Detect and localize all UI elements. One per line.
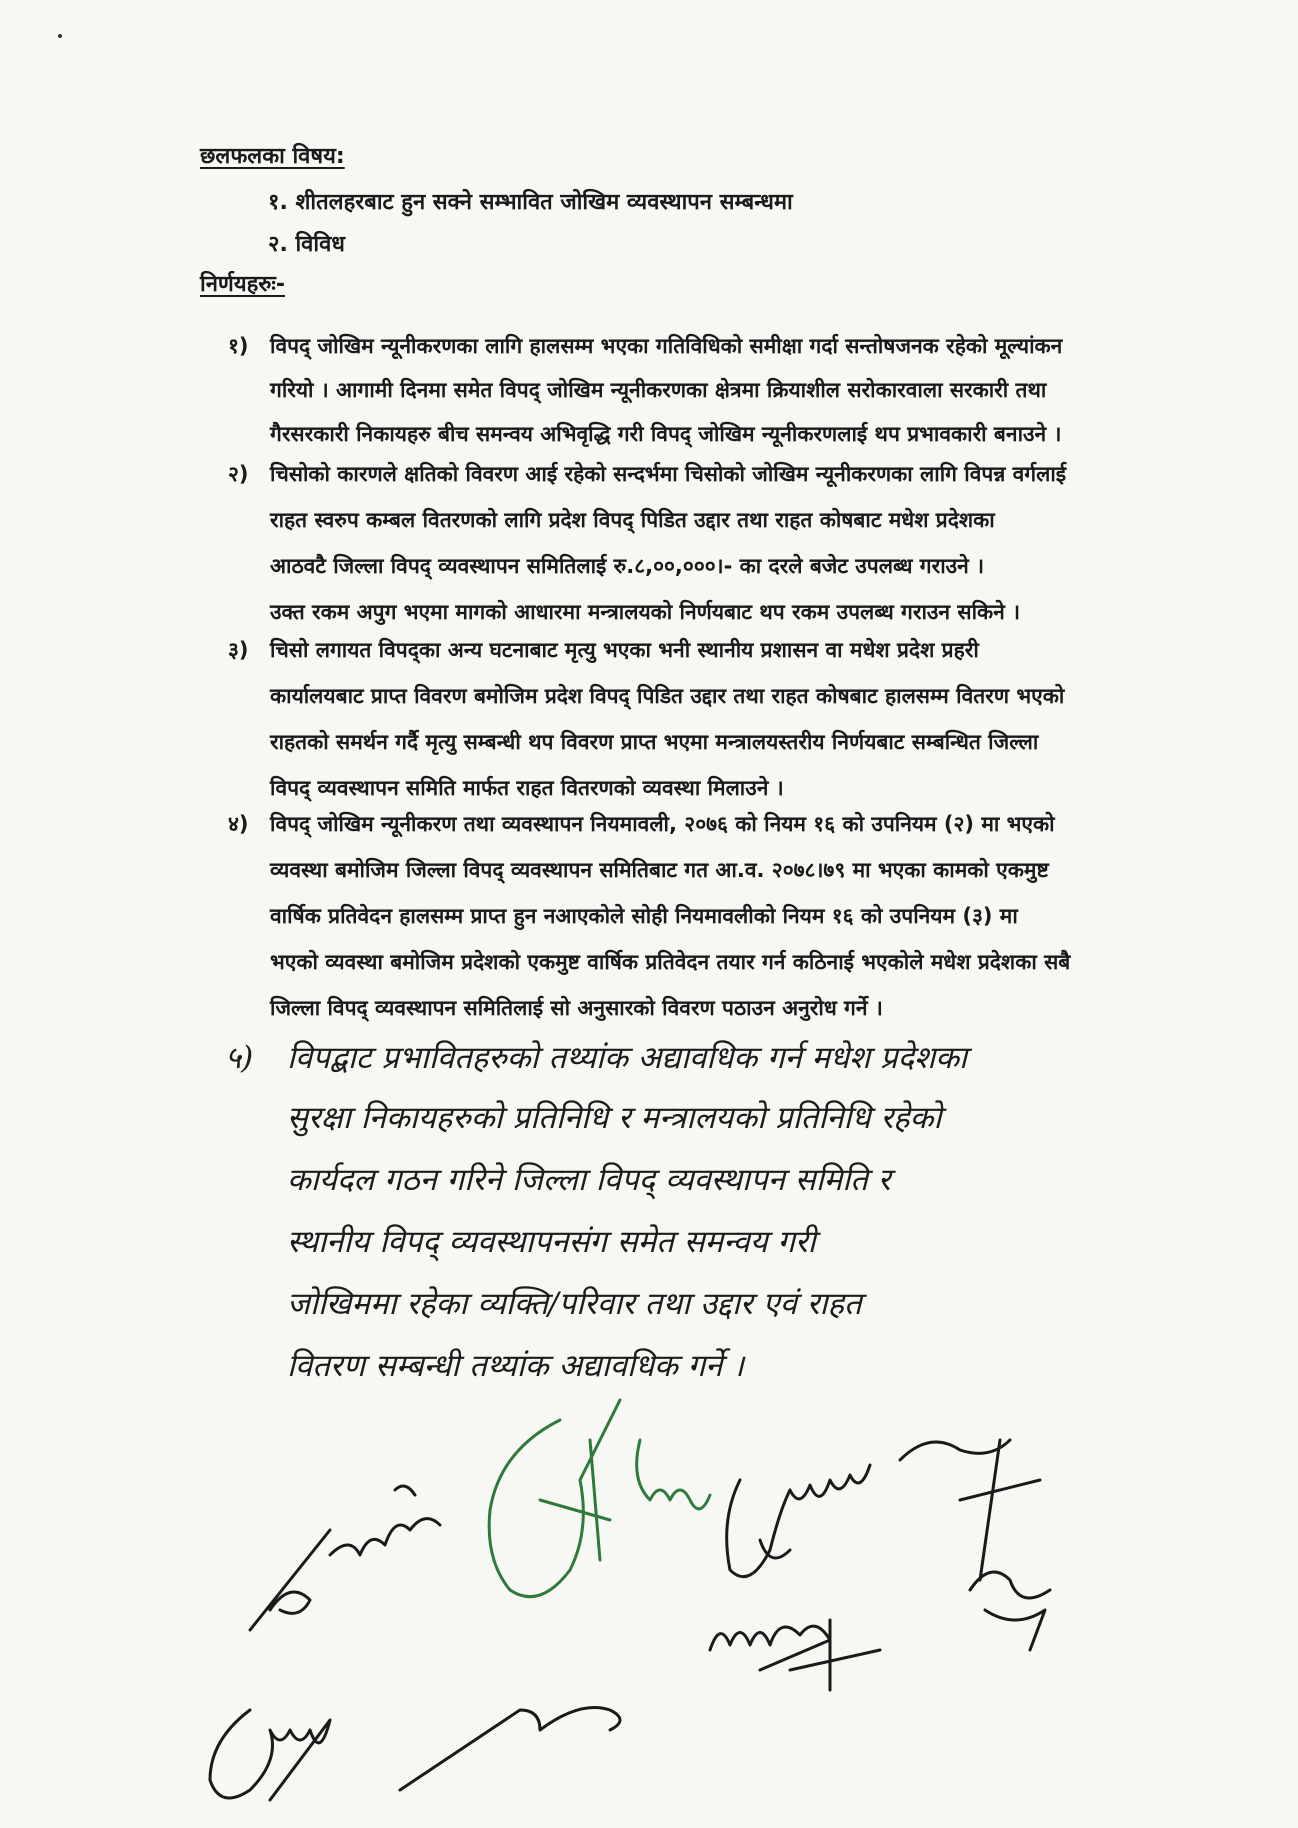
signature-10 [400, 1708, 620, 1791]
signature-3 [489, 1400, 620, 1597]
handwritten-line: जोखिममा रहेका व्यक्ति/परिवार तथा उद्दार एवं राहत [287, 1286, 862, 1322]
signature-9 [210, 1710, 330, 1800]
decision-line: गैरसरकारी निकायहरु बीच समन्वय अभिवृद्धि गरी विपद् जोखिम न्यूनीकरणलाई थप प्रभावकारी बनाउने । [270, 422, 1062, 446]
agenda-item-1: १. शीतलहरबाट हुन सक्ने सम्भावित जोखिम व्यवस्थापन सम्बन्धमा [268, 190, 793, 215]
decision-line: गरियो । आगामी दिनमा समेत विपद् जोखिम न्यूनीकरणका क्षेत्रमा क्रियाशील सरोकारवाला सरकारी तथा [270, 378, 1047, 402]
decision-number: ४) [228, 812, 249, 836]
decision-line: विपद् जोखिम न्यूनीकरणका लागि हालसम्म भएका गतिविधिको समीक्षा गर्दा सन्तोषजनक रहेको मूल्यांकन [270, 334, 1063, 358]
decision-line: व्यवस्था बमोजिम जिल्ला विपद् व्यवस्थापन समितिबाट गत आ.व. २०७८।७९ मा भएका कामको एकमुष्ट [270, 858, 1049, 882]
handwritten-line: वितरण सम्बन्धी तथ्यांक अद्यावधिक गर्ने । [287, 1348, 744, 1384]
decision-number: २) [228, 462, 249, 486]
decision-line: विपद् व्यवस्थापन समिति मार्फत राहत वितरणको व्यवस्था मिलाउने । [270, 776, 784, 800]
handwritten-line: स्थानीय विपद् व्यवस्थापनसंग समेत समन्वय गरी [287, 1224, 816, 1260]
decision-number: ३) [228, 638, 249, 662]
handwritten-line: कार्यदल गठन गरिने जिल्ला विपद् व्यवस्थापन समिति र [287, 1162, 891, 1198]
signature-6 [900, 1440, 1040, 1580]
decision-line: उक्त रकम अपुग भएमा मागको आधारमा मन्त्रालयको निर्णयबाट थप रकम उपलब्ध गराउन सकिने । [270, 600, 1021, 624]
agenda-heading: छलफलका विषय: [200, 144, 345, 169]
agenda-item-2: २. विविध [268, 232, 345, 257]
decision-line: चिसो लगायत विपद्का अन्य घटनाबाट मृत्यु भएका भनी स्थानीय प्रशासन वा मधेश प्रदेश प्रहरी [270, 638, 979, 662]
handwritten-line: विपद्बाट प्रभावितहरुको तथ्यांक अद्यावधिक गर्न मधेश प्रदेशका [287, 1040, 968, 1076]
decision-line: राहत स्वरुप कम्बल वितरणको लागि प्रदेश विपद् पिडित उद्दार तथा राहत कोषबाट मधेश प्रदेशका [270, 508, 995, 532]
decision-line: वार्षिक प्रतिवेदन हालसम्म प्राप्त हुन नआएकोले सोही नियमावलीको नियम १६ को उपनियम (३) मा [270, 904, 1018, 928]
decisions-heading: निर्णयहरुः- [200, 272, 285, 297]
decision-line: जिल्ला विपद् व्यवस्थापन समितिलाई सो अनुसारको विवरण पठाउन अनुरोध गर्ने । [270, 996, 883, 1020]
decision-line: विपद् जोखिम न्यूनीकरण तथा व्यवस्थापन नियमावली, २०७६ को नियम १६ को उपनियम (२) मा भएको [270, 812, 1055, 836]
decision-line: राहतको समर्थन गर्दै मृत्यु सम्बन्धी थप विवरण प्राप्त भएमा मन्त्रालयस्तरीय निर्णयबाट सम्बन्धित जिल्ला [270, 730, 1039, 754]
handwritten-line: सुरक्षा निकायहरुको प्रतिनिधि र मन्त्रालयको प्रतिनिधि रहेको [287, 1100, 942, 1136]
signature-2 [330, 1486, 440, 1555]
signatures-block [0, 1380, 1298, 1820]
decision-number: १) [228, 334, 249, 358]
decision-line: चिसोको कारणले क्षतिको विवरण आई रहेको सन्दर्भमा चिसोको जोखिम न्यूनीकरणका लागि विपन्न वर्गलाई [270, 462, 1067, 486]
decision-line: भएको व्यवस्था बमोजिम प्रदेशको एकमुष्ट वार्षिक प्रतिवेदन तयार गर्न कठिनाई भएकोले मधेश प्रदेशका सबै [270, 950, 1071, 974]
signature-8 [710, 1620, 880, 1690]
decision-number: ५) [225, 1040, 254, 1076]
scan-speck [58, 34, 62, 38]
decision-line: आठवटै जिल्ला विपद् व्यवस्थापन समितिलाई रु.८,००,०००।- का दरले बजेट उपलब्ध गराउने । [270, 554, 985, 578]
signature-4 [637, 1440, 710, 1509]
signature-5 [727, 1465, 870, 1577]
signature-7 [970, 1572, 1050, 1650]
decision-line: कार्यालयबाट प्राप्त विवरण बमोजिम प्रदेश विपद् पिडित उद्दार तथा राहत कोषबाट हालसम्म वितरण भएको [270, 684, 1065, 708]
signature-1 [250, 1530, 330, 1630]
